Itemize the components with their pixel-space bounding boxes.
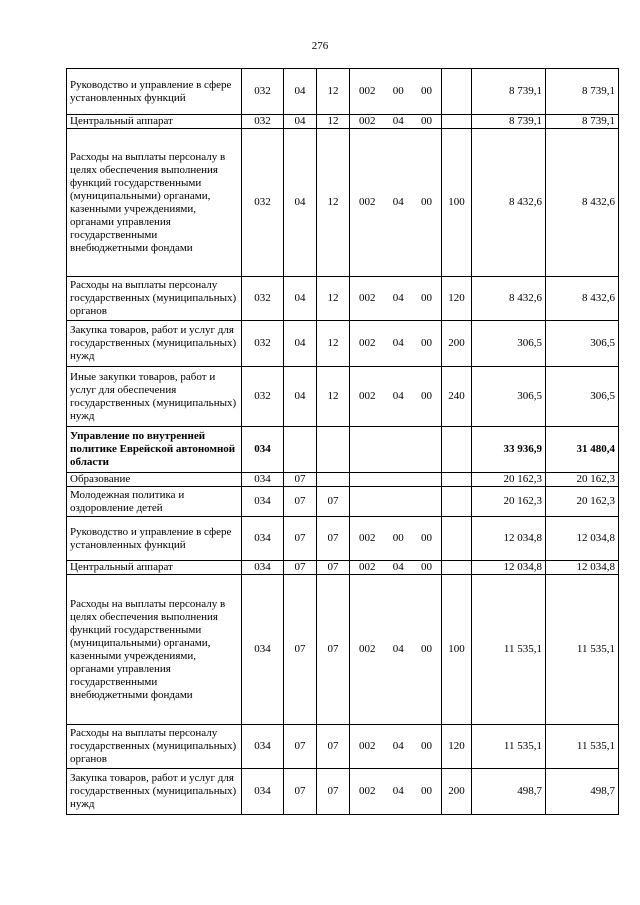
amount-cell: 306,5 (546, 367, 619, 427)
grbs-code-cell: 034 (242, 725, 284, 769)
target-article-cell (350, 427, 442, 473)
section-code-cell: 07 (284, 561, 317, 575)
amount-cell: 33 936,9 (472, 427, 546, 473)
expense-type-cell: 240 (442, 367, 472, 427)
table-row (67, 561, 619, 575)
grbs-code-cell: 034 (242, 487, 284, 517)
target-article-cell (350, 129, 442, 277)
amount-cell: 306,5 (472, 367, 546, 427)
table-row (67, 487, 619, 517)
amount-cell: 20 162,3 (546, 473, 619, 487)
target-article-part: 04 (392, 337, 404, 349)
budget-table (66, 68, 619, 815)
amount-cell: 8 739,1 (472, 115, 546, 129)
target-article-part: 04 (392, 196, 404, 208)
target-article-part: 002 (359, 532, 376, 544)
target-article-parts (353, 337, 438, 350)
expense-type-cell: 200 (442, 321, 472, 367)
target-article-parts (353, 532, 438, 545)
row-name-cell: Управление по внутренней политике Еврейской автономной области (67, 427, 242, 473)
target-article-parts (353, 785, 438, 798)
target-article-part: 04 (392, 740, 404, 752)
target-article-parts (353, 390, 438, 403)
amount-cell: 498,7 (472, 769, 546, 815)
row-name-cell: Молодежная политика и оздоровление детей (67, 487, 242, 517)
amount-cell: 12 034,8 (472, 517, 546, 561)
amount-cell: 8 739,1 (472, 69, 546, 115)
amount-cell: 11 535,1 (546, 575, 619, 725)
amount-cell: 31 480,4 (546, 427, 619, 473)
expense-type-cell (442, 561, 472, 575)
target-article-part: 00 (421, 337, 432, 349)
row-name-cell: Закупка товаров, работ и услуг для государственных (муниципальных) нужд (67, 769, 242, 815)
amount-cell: 11 535,1 (472, 725, 546, 769)
section-code-cell: 04 (284, 321, 317, 367)
target-article-part: 00 (421, 740, 432, 752)
subsection-code-cell: 12 (317, 129, 350, 277)
section-code-cell: 04 (284, 115, 317, 129)
target-article-parts (353, 85, 438, 98)
target-article-part: 00 (392, 532, 404, 544)
subsection-code-cell: 12 (317, 321, 350, 367)
row-name-cell: Расходы на выплаты персоналу государственных (муниципальных) органов (67, 277, 242, 321)
expense-type-cell (442, 69, 472, 115)
target-article-part: 00 (392, 85, 404, 97)
target-article-part: 002 (359, 643, 376, 655)
target-article-part: 04 (392, 115, 404, 127)
budget-table-body (67, 69, 619, 815)
target-article-parts (353, 115, 438, 128)
expense-type-cell (442, 427, 472, 473)
expense-type-cell: 120 (442, 277, 472, 321)
amount-cell: 8 739,1 (546, 115, 619, 129)
table-row (67, 129, 619, 277)
section-code-cell: 04 (284, 129, 317, 277)
subsection-code-cell (317, 427, 350, 473)
target-article-part: 00 (421, 561, 432, 573)
target-article-cell (350, 487, 442, 517)
target-article-parts (353, 643, 438, 656)
section-code-cell: 07 (284, 769, 317, 815)
grbs-code-cell: 032 (242, 115, 284, 129)
grbs-code-cell: 032 (242, 69, 284, 115)
target-article-part: 00 (421, 85, 432, 97)
amount-cell: 8 432,6 (472, 129, 546, 277)
subsection-code-cell: 12 (317, 69, 350, 115)
target-article-part: 002 (359, 785, 376, 797)
target-article-parts (353, 196, 438, 209)
target-article-cell (350, 769, 442, 815)
amount-cell: 498,7 (546, 769, 619, 815)
target-article-cell (350, 561, 442, 575)
section-code-cell: 07 (284, 575, 317, 725)
subsection-code-cell: 07 (317, 725, 350, 769)
table-row (67, 277, 619, 321)
table-row (67, 769, 619, 815)
target-article-parts (353, 740, 438, 753)
subsection-code-cell (317, 473, 350, 487)
target-article-part: 002 (359, 740, 376, 752)
target-article-part: 04 (392, 292, 404, 304)
target-article-parts (353, 561, 438, 574)
subsection-code-cell: 12 (317, 367, 350, 427)
expense-type-cell (442, 517, 472, 561)
target-article-cell (350, 725, 442, 769)
row-name-cell: Иные закупки товаров, работ и услуг для обеспечения государственных (муниципальных) нужд (67, 367, 242, 427)
subsection-code-cell: 12 (317, 115, 350, 129)
row-name-cell: Расходы на выплаты персоналу в целях обеспечения выполнения функций государственными (муниципальными) органами, казенными учреждениями, органами управления государственными внебюджетными фондами (67, 129, 242, 277)
grbs-code-cell: 032 (242, 129, 284, 277)
expense-type-cell (442, 115, 472, 129)
target-article-part: 002 (359, 292, 376, 304)
amount-cell: 20 162,3 (546, 487, 619, 517)
row-name-cell: Руководство и управление в сфере установленных функций (67, 69, 242, 115)
amount-cell: 20 162,3 (472, 473, 546, 487)
subsection-code-cell: 12 (317, 277, 350, 321)
target-article-cell (350, 69, 442, 115)
table-row (67, 115, 619, 129)
table-row (67, 69, 619, 115)
grbs-code-cell: 034 (242, 517, 284, 561)
expense-type-cell: 120 (442, 725, 472, 769)
table-row (67, 427, 619, 473)
target-article-part: 002 (359, 337, 376, 349)
target-article-part: 00 (421, 532, 432, 544)
target-article-cell (350, 575, 442, 725)
amount-cell: 306,5 (472, 321, 546, 367)
page-number: 276 (311, 40, 329, 52)
subsection-code-cell: 07 (317, 517, 350, 561)
target-article-cell (350, 321, 442, 367)
grbs-code-cell: 034 (242, 473, 284, 487)
section-code-cell: 07 (284, 517, 317, 561)
amount-cell: 8 432,6 (546, 277, 619, 321)
expense-type-cell (442, 487, 472, 517)
grbs-code-cell: 032 (242, 321, 284, 367)
target-article-part: 00 (421, 196, 432, 208)
target-article-part: 04 (392, 643, 404, 655)
target-article-cell (350, 277, 442, 321)
expense-type-cell: 200 (442, 769, 472, 815)
subsection-code-cell: 07 (317, 487, 350, 517)
row-name-cell: Центральный аппарат (67, 561, 242, 575)
target-article-cell (350, 367, 442, 427)
grbs-code-cell: 032 (242, 277, 284, 321)
target-article-part: 002 (359, 115, 376, 127)
section-code-cell (284, 427, 317, 473)
subsection-code-cell: 07 (317, 769, 350, 815)
target-article-part: 00 (421, 390, 432, 402)
target-article-part: 002 (359, 196, 376, 208)
expense-type-cell: 100 (442, 129, 472, 277)
section-code-cell: 04 (284, 277, 317, 321)
table-row (67, 321, 619, 367)
section-code-cell: 07 (284, 473, 317, 487)
grbs-code-cell: 034 (242, 769, 284, 815)
grbs-code-cell: 034 (242, 575, 284, 725)
table-row (67, 367, 619, 427)
table-row (67, 725, 619, 769)
target-article-part: 00 (421, 785, 432, 797)
row-name-cell: Образование (67, 473, 242, 487)
amount-cell: 306,5 (546, 321, 619, 367)
section-code-cell: 04 (284, 367, 317, 427)
expense-type-cell: 100 (442, 575, 472, 725)
target-article-part: 002 (359, 561, 376, 573)
table-row (67, 517, 619, 561)
amount-cell: 11 535,1 (472, 575, 546, 725)
grbs-code-cell: 032 (242, 367, 284, 427)
target-article-cell (350, 517, 442, 561)
amount-cell: 11 535,1 (546, 725, 619, 769)
subsection-code-cell: 07 (317, 561, 350, 575)
row-name-cell: Расходы на выплаты персоналу государственных (муниципальных) органов (67, 725, 242, 769)
target-article-part: 002 (359, 390, 376, 402)
subsection-code-cell: 07 (317, 575, 350, 725)
section-code-cell: 07 (284, 487, 317, 517)
target-article-part: 04 (392, 785, 404, 797)
target-article-cell (350, 115, 442, 129)
amount-cell: 12 034,8 (546, 561, 619, 575)
target-article-cell (350, 473, 442, 487)
table-row (67, 473, 619, 487)
section-code-cell: 07 (284, 725, 317, 769)
target-article-part: 00 (421, 115, 432, 127)
amount-cell: 12 034,8 (472, 561, 546, 575)
amount-cell: 12 034,8 (546, 517, 619, 561)
row-name-cell: Руководство и управление в сфере установленных функций (67, 517, 242, 561)
amount-cell: 20 162,3 (472, 487, 546, 517)
target-article-part: 00 (421, 292, 432, 304)
grbs-code-cell: 034 (242, 561, 284, 575)
target-article-parts (353, 292, 438, 305)
amount-cell: 8 739,1 (546, 69, 619, 115)
target-article-part: 002 (359, 85, 376, 97)
amount-cell: 8 432,6 (472, 277, 546, 321)
expense-type-cell (442, 473, 472, 487)
grbs-code-cell: 034 (242, 427, 284, 473)
row-name-cell: Закупка товаров, работ и услуг для государственных (муниципальных) нужд (67, 321, 242, 367)
row-name-cell: Центральный аппарат (67, 115, 242, 129)
target-article-part: 04 (392, 561, 404, 573)
table-row (67, 575, 619, 725)
target-article-part: 00 (421, 643, 432, 655)
target-article-part: 04 (392, 390, 404, 402)
amount-cell: 8 432,6 (546, 129, 619, 277)
section-code-cell: 04 (284, 69, 317, 115)
row-name-cell: Расходы на выплаты персоналу в целях обеспечения выполнения функций государственными (муниципальными) органами, казенными учреждениями, органами управления государственными внебюджетными фондами (67, 575, 242, 725)
